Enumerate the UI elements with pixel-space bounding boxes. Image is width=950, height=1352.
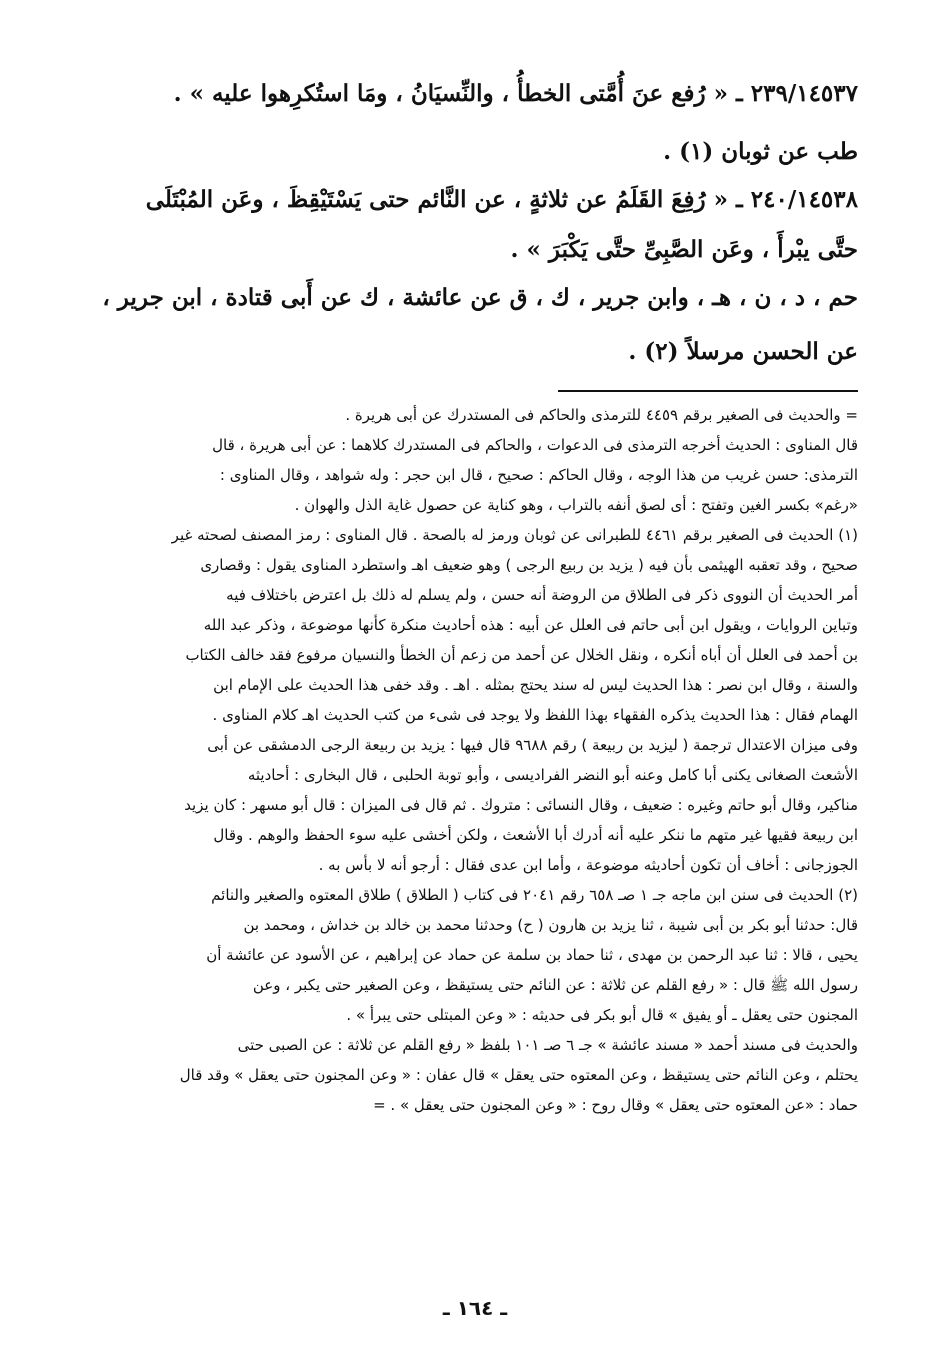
- footnote-line: والسنة ، وقال ابن نصر : هذا الحديث ليس له سند يحتج بمثله . اهـ . وقد خفى هذا الحديث على الإمام ابن: [213, 676, 858, 694]
- hadith-240-source-line2: عن الحسن مرسلاً (٢) .: [628, 338, 858, 365]
- footnote-line: (١) الحديث فى الصغير برقم ٤٤٦١ للطبرانى عن ثوبان ورمز له بالصحة . قال المناوى : رمز المصنف لصحته غير: [171, 526, 858, 544]
- hadith-240-text-line1: ٢٤٠/١٤٥٣٨ ـ « رُفِعَ القَلَمُ عن ثلاثةٍ ، عن النَّائم حتى يَسْتَيْقِظَ ، وعَن المُبْتَلَى: [145, 186, 858, 213]
- footnote-line: وفى ميزان الاعتدال ترجمة ( ليزيد بن ربيعة ) رقم ٩٦٨٨ قال فيها : يزيد بن ربيعة الرجى الدمشقى عن أبى: [207, 736, 858, 754]
- hadith-240-text-line2: حتَّى يبْرأَ ، وعَن الصَّبِىِّ حتَّى يَكْبَرَ » .: [510, 236, 858, 263]
- hadith-239-text: ٢٣٩/١٤٥٣٧ ـ « رُفع عنَ أُمَّتى الخطأُ ، والنِّسيَانُ ، ومَا استُكرِهوا عليه » .: [173, 80, 858, 107]
- footnote-line: المجنون حتى يعقل ـ أو يفيق » قال أبو بكر فى حديثه : « وعن المبتلى حتى يبرأ » .: [346, 1006, 858, 1024]
- footnote-line: والحديث فى مسند أحمد « مسند عائشة » جـ ٦ صـ ١٠١ بلفظ « رفع القلم عن ثلاثة : عن الصبى حتى: [237, 1036, 858, 1054]
- footnotes: [88, 400, 858, 1120]
- footnote-line: حماد : «عن المعتوه حتى يعقل » وقال روح : « وعن المجنون حتى يعقل » . =: [373, 1096, 858, 1114]
- footnote-line: بن أحمد فى العلل أن أباه أنكره ، ونقل الخلال عن أحمد من زعم أن الخطأ والنسيان مرفوع فقد خالف الكتاب: [185, 646, 858, 664]
- footnote-line: (٢) الحديث فى سنن ابن ماجه جـ ١ صـ ٦٥٨ رقم ٢٠٤١ فى كتاب ( الطلاق ) طلاق المعتوه والصغير والنائم: [211, 886, 858, 904]
- footnote-line: قال المناوى : الحديث أخرجه الترمذى فى الدعوات ، والحاكم فى المستدرك كلاهما : عن أبى هريرة ، قال: [212, 436, 858, 454]
- footnote-line: الترمذى: حسن غريب من هذا الوجه ، وقال الحاكم : صحيح ، قال ابن حجر : وله شواهد ، وقال المناوى :: [219, 466, 858, 484]
- footnote-line: مناكير، وقال أبو حاتم وغيره : ضعيف ، وقال النسائى : متروك . ثم قال فى الميزان : قال أبو مسهر : كان يزيد: [184, 796, 858, 814]
- footnote-line: «رغم» بكسر الغين وتفتح : أى لصق أنفه بالتراب ، وهو كناية عن حصول غاية الذل والهوان .: [294, 496, 858, 514]
- footnote-line: قال: حدثنا أبو بكر بن أبى شيبة ، ثنا يزيد بن هارون ( ح) وحدثنا محمد بن خالد بن خداش ، ومحمد بن: [243, 916, 858, 934]
- footnote-line: رسول الله ﷺ قال : « رفع القلم عن ثلاثة : عن النائم حتى يستيقظ ، وعن الصغير حتى يكبر ، وعن: [252, 976, 858, 994]
- footnote-line: يحتلم ، وعن النائم حتى يستيقظ ، وعن المعتوه حتى يعقل » قال عفان : « وعن المجنون حتى يعقل » وقد قال: [179, 1066, 858, 1084]
- footnote-divider: [558, 390, 858, 392]
- footnote-line: أمر الحديث أن النووى ذكر فى الطلاق من الروضة أنه حسن ، ولم يسلم له ذلك بل اعترض باختلاف فيه: [226, 586, 858, 604]
- footnote-line: الهمام فقال : هذا الحديث يذكره الفقهاء بهذا اللفظ ولا يوجد فى شىء من كتب الحديث اهـ كلام المناوى .: [212, 706, 858, 724]
- footnote-line: الأشعث الصغانى يكنى أبا كامل وعنه أبو النضر الفراديسى ، وأبو توبة الحلبى ، قال البخارى : أحاديثه: [247, 766, 858, 784]
- footnote-line: ابن ربيعة فقيها غير متهم ما ننكر عليه أنه أدرك أبا الأشعث ، ولكن أخشى عليه سوء الحفظ والوهم . وقال: [213, 826, 858, 844]
- footnote-line: يحيى ، قالا : ثنا عبد الرحمن بن مهدى ، ثنا حماد بن سلمة عن حماد عن إبراهيم ، عن الأسود عن عائشة أن: [206, 946, 858, 964]
- hadith-240-source-line1: حم ، د ، ن ، هـ ، وابن جرير ، ك ، ق عن عائشة ، ك عن أَبى قتادة ، ابن جرير ،: [102, 284, 858, 311]
- footnote-line: صحيح ، وقد تعقبه الهيثمى بأن فيه ( يزيد بن ربيع الرجى ) وهو ضعيف اهـ واستطرد المناوى يقول : وقصارى: [200, 556, 858, 574]
- page-number: ـ ١٦٤ ـ: [442, 1296, 508, 1320]
- footnote-line: الجوزجانى : أخاف أن تكون أحاديثه موضوعة ، وأما ابن عدى فقال : أرجو أنه لا بأس به .: [318, 856, 858, 874]
- footnote-line: = والحديث فى الصغير برقم ٤٤٥٩ للترمذى والحاكم فى المستدرك عن أبى هريرة .: [345, 406, 858, 424]
- footnote-line: وتباين الروايات ، ويقول ابن أبى حاتم فى العلل عن أبيه : هذه أحاديث منكرة كأنها موضوعة ، وذكر عبد الله: [203, 616, 858, 634]
- hadith-239-source: طب عن ثوبان (١) .: [663, 138, 858, 165]
